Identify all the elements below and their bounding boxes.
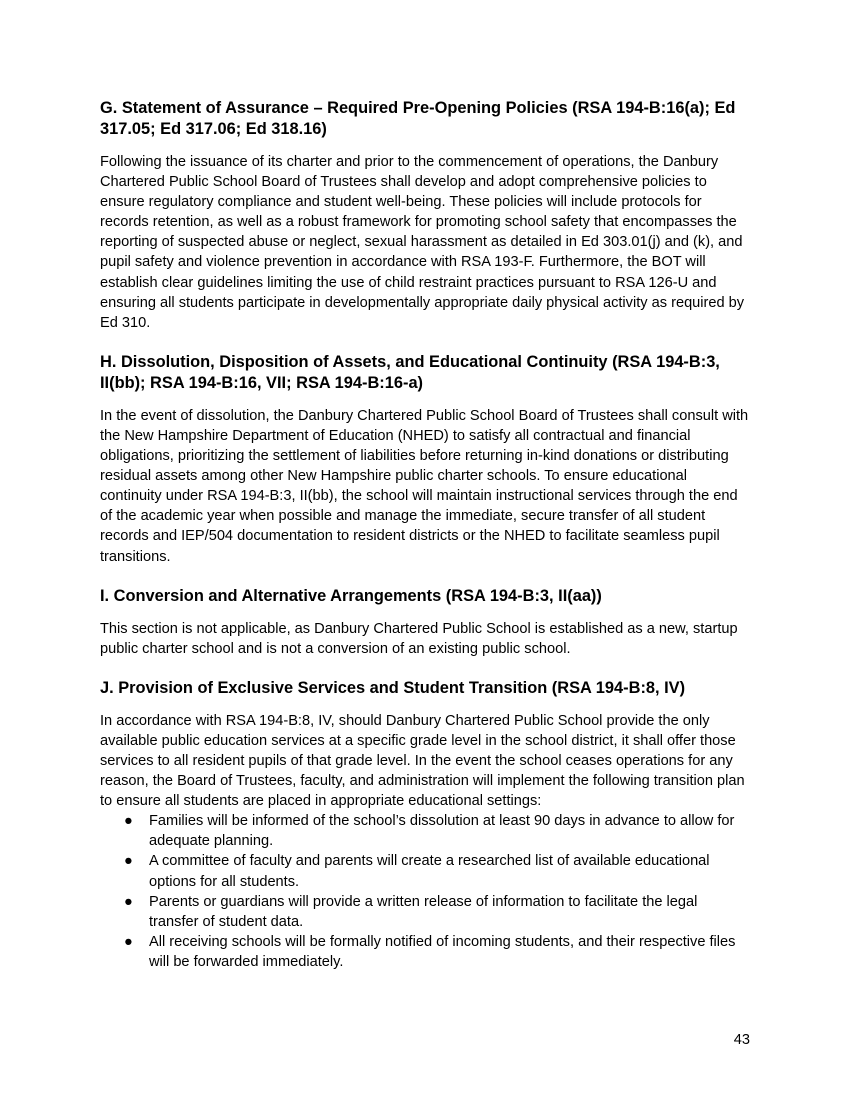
section-h-paragraph: In the event of dissolution, the Danbury Chartered Public School Board of Trustees shall consult with the New Hampshire Department of Education (NHED) to satisfy all contractual and financial obligations, prioritizing the settlement of liabilities before returning in-kind donations or distributing residual assets among other New Hampshire public charter schools. To ensure educational continuity under RSA 194-B:3, II(bb), the school will maintain instructional services through the end of the academic year when possible and manage the immediate, secure transfer of all student records and IEP/504 documentation to resident districts or the NHED to facilitate seamless pupil transitions. [100, 407, 749, 565]
section-j [100, 678, 750, 972]
section-g-heading: G. Statement of Assurance – Required Pre-Opening Policies (RSA 194-B:16(a); Ed 317.05; Ed 317.06; Ed 318.16) [100, 99, 736, 138]
section-h [100, 352, 750, 567]
list-item [100, 892, 750, 932]
bullet-icon: ● [124, 893, 133, 910]
bullet-icon: ● [124, 933, 133, 950]
section-h-heading: H. Dissolution, Disposition of Assets, and Educational Continuity (RSA 194-B:3, II(bb); RSA 194-B:16, VII; RSA 194-B:16-a) [100, 352, 720, 392]
section-i [100, 586, 750, 659]
list-item-text: All receiving schools will be formally notified of incoming students, and their respective files will be forwarded immediately. [149, 933, 736, 970]
section-i-paragraph: This section is not applicable, as Danbury Chartered Public School is established as a new, startup public charter school and is not a conversion of an existing public school. [100, 620, 738, 657]
list-item [100, 932, 750, 972]
section-j-heading: J. Provision of Exclusive Services and Student Transition (RSA 194-B:8, IV) [100, 678, 686, 697]
section-g [100, 98, 750, 333]
list-item [100, 851, 750, 891]
section-i-heading: I. Conversion and Alternative Arrangements (RSA 194-B:3, II(aa)) [100, 586, 602, 605]
section-j-paragraph: In accordance with RSA 194-B:8, IV, should Danbury Chartered Public School provide the only available public education services at a specific grade level in the school district, it shall offer those services to all resident pupils of that grade level. In the event the school ceases operations for any reason, the Board of Trustees, faculty, and administration will implement the following transition plan to ensure all students are placed in appropriate educational settings: [100, 712, 745, 810]
list-item [100, 811, 750, 851]
list-item-text: Families will be informed of the school’s dissolution at least 90 days in advance to allow for adequate planning. [149, 813, 735, 850]
list-item-text: A committee of faculty and parents will create a researched list of available educational options for all students. [149, 853, 710, 890]
page-number: 43 [733, 1032, 750, 1048]
list-item-text: Parents or guardians will provide a written release of information to facilitate the legal transfer of student data. [149, 893, 698, 930]
section-g-paragraph: Following the issuance of its charter and prior to the commencement of operations, the Danbury Chartered Public School Board of Trustees shall develop and adopt comprehensive policies to ensure regulatory compliance and student well-being. These policies will include protocols for records retention, as well as a robust framework for promoting school safety that encompasses the reporting of suspected abuse or neglect, sexual harassment as detailed in Ed 303.01(j) and (k), and pupil safety and violence prevention in accordance with RSA 193-F. Furthermore, the BOT will establish clear guidelines limiting the use of child restraint practices pursuant to RSA 126-U and ensuring all students participate in developmentally appropriate daily physical activity as required by Ed 310. [100, 154, 745, 331]
bullet-icon: ● [124, 813, 133, 830]
bullet-icon: ● [124, 853, 133, 870]
document-page [100, 98, 750, 972]
transition-plan-list [100, 811, 750, 972]
